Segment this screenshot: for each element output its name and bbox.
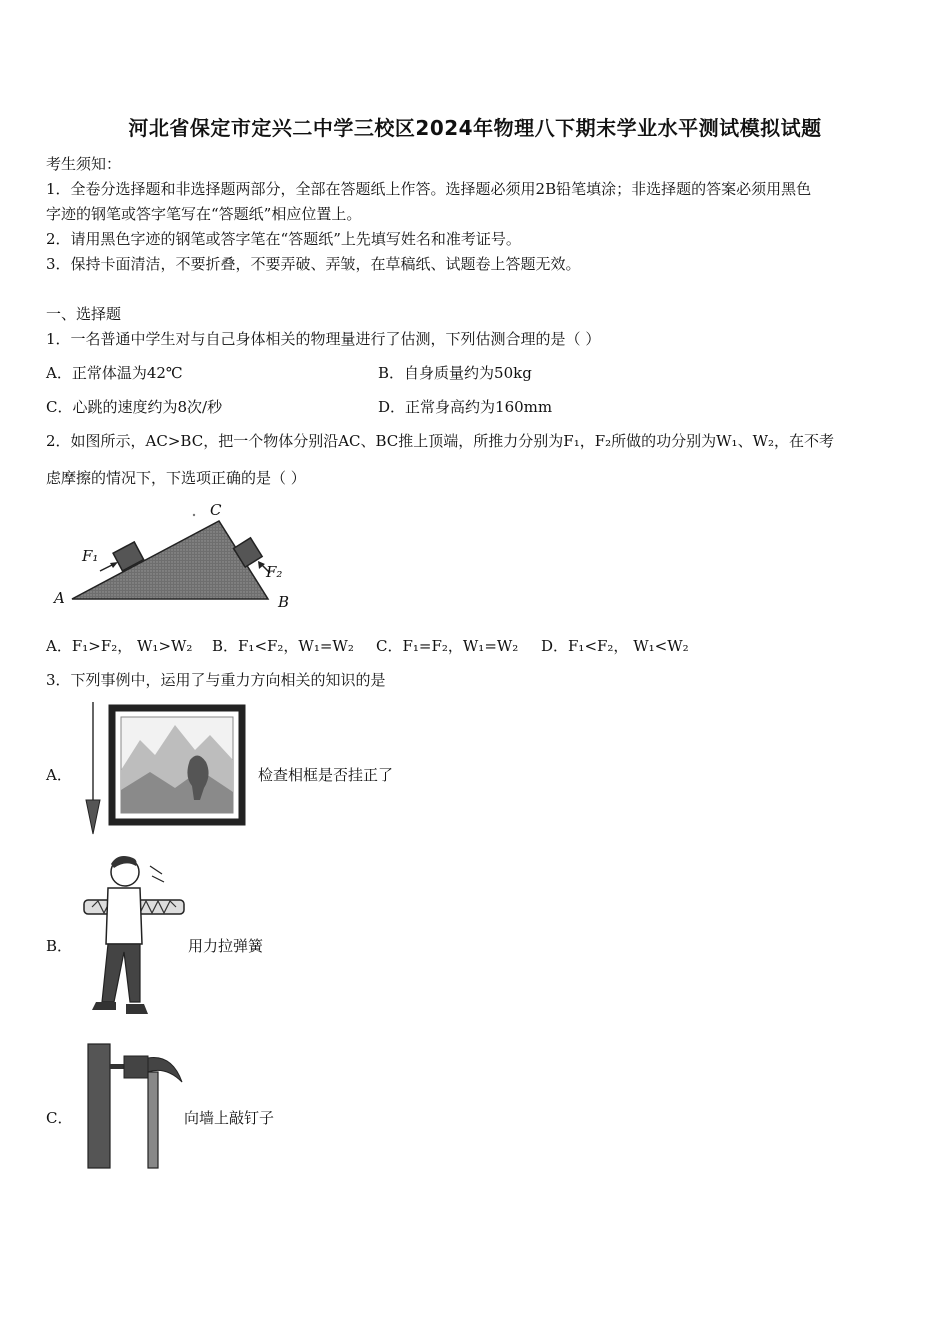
q3-option-c-letter: C．	[46, 1109, 73, 1127]
q1-option-d: D．正常身高约为160mm	[378, 398, 553, 416]
man-shoe-right	[126, 1004, 148, 1014]
q3-option-a-letter: A．	[46, 766, 72, 784]
label-b: B	[278, 593, 290, 611]
nail	[110, 1064, 124, 1069]
man-torso	[106, 888, 142, 944]
label-f2: F₂	[266, 563, 283, 581]
q2-option-c: C．F₁=F₂，W₁=W₂	[376, 637, 519, 655]
plumb-bob	[86, 800, 100, 834]
q3-option-b-letter: B．	[46, 937, 73, 955]
q2-option-d: D．F₁<F₂， W₁<W₂	[541, 637, 689, 655]
q2-stem-line-1: 2．如图所示，AC>BC，把一个物体分别沿AC、BC推上顶端，所推力分别为F₁，F₂所做的功分别为W₁、W₂，在不考	[46, 432, 834, 450]
man-legs	[102, 944, 140, 1002]
q1-stem: 1．一名普通中学生对与自己身体相关的物理量进行了估测，下列估测合理的是（ ）	[46, 330, 601, 348]
q2-option-a: A．F₁>F₂， W₁>W₂	[46, 637, 193, 655]
hammer-figure	[86, 1042, 186, 1170]
q1-option-c: C．心跳的速度约为8次/秒	[46, 398, 223, 416]
spring-man-figure	[78, 852, 188, 1022]
q1-option-a: A．正常体温为42℃	[46, 364, 183, 382]
man-shoe-left	[92, 1002, 116, 1010]
notice-item-3: 3．保持卡面清洁，不要折叠，不要弄破、弄皱，在草稿纸、试题卷上答题无效。	[46, 255, 581, 273]
q2-stem-line-2: 虑摩擦的情况下，下选项正确的是（ ）	[46, 469, 306, 487]
q3-stem: 3．下列事例中，运用了与重力方向相关的知识的是	[46, 671, 386, 689]
effort-marks	[150, 866, 164, 882]
notice-heading: 考生须知：	[46, 155, 122, 173]
label-f1: F₁	[82, 547, 99, 565]
q2-option-b: B．F₁<F₂，W₁=W₂	[212, 637, 354, 655]
q3-option-b-text: 用力拉弹簧	[188, 937, 264, 955]
q3-option-c-text: 向墙上敲钉子	[184, 1109, 275, 1127]
page-title: 河北省保定市定兴二中学三校区2024年物理八下期末学业水平测试模拟试题	[128, 116, 822, 140]
hammer-head	[124, 1056, 148, 1078]
label-a: A	[54, 589, 65, 607]
incline-figure	[48, 495, 298, 615]
q3-option-a-text: 检查相框是否挂正了	[258, 766, 394, 784]
section-heading: 一、选择题	[46, 305, 122, 323]
vertex-dot	[193, 514, 195, 516]
hammer-handle	[148, 1072, 158, 1168]
notice-item-2: 2．请用黑色字迹的钢笔或答字笔在“答题纸”上先填写姓名和准考证号。	[46, 230, 521, 248]
notice-item-1-line-2: 字迹的钢笔或答字笔写在“答题纸”相应位置上。	[46, 205, 362, 223]
label-c: C	[210, 501, 222, 519]
q1-option-b: B．自身质量约为50kg	[378, 364, 532, 382]
incline-triangle	[72, 521, 268, 599]
wall	[88, 1044, 110, 1168]
notice-item-1-line-1: 1．全卷分选择题和非选择题两部分，全部在答题纸上作答。选择题必须用2B铅笔填涂；非选择题的答案必须用黑色	[46, 180, 812, 198]
picture-frame-figure	[80, 700, 250, 840]
